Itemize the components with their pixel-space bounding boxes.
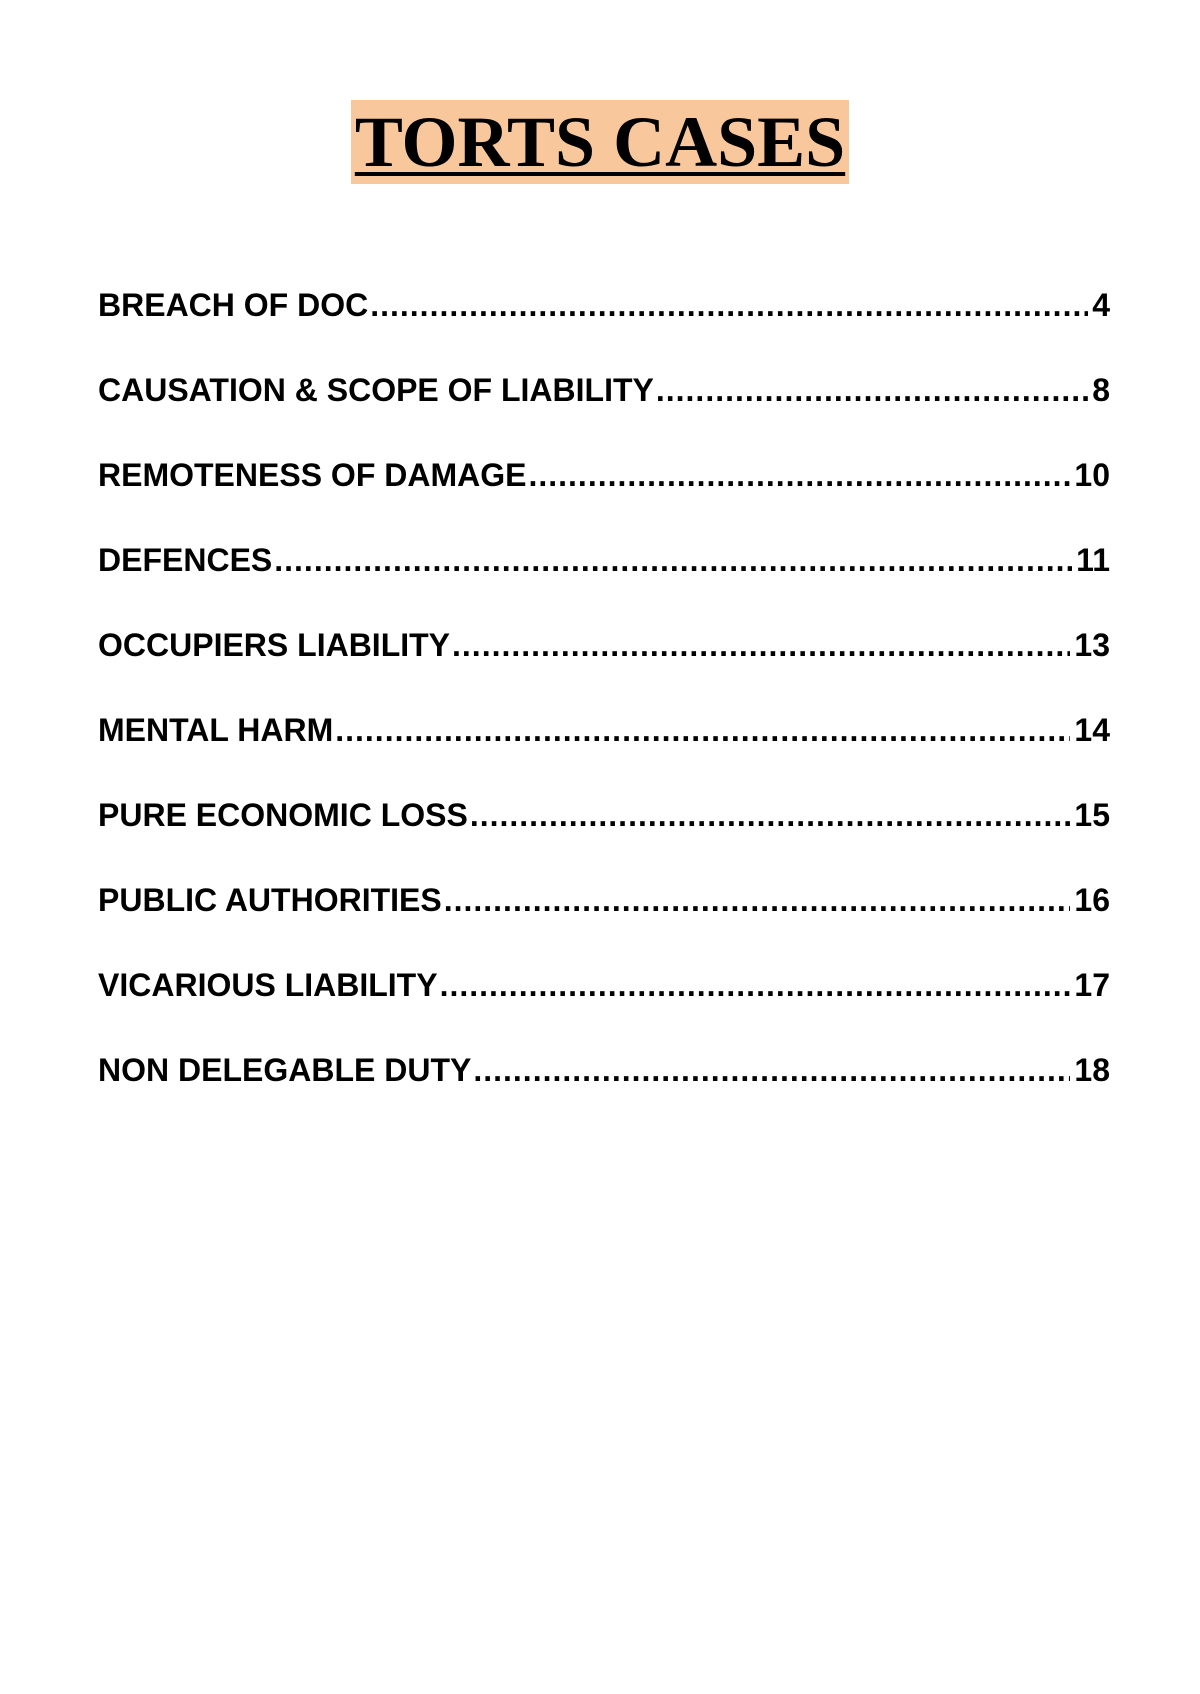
document-title: TORTS CASES xyxy=(351,100,849,184)
table-of-contents xyxy=(98,285,1110,1135)
toc-leader-dots xyxy=(470,795,1071,835)
toc-entry-label: PURE ECONOMIC LOSS xyxy=(98,797,468,833)
toc-leader-dots xyxy=(656,370,1088,410)
toc-entry-label: NON DELEGABLE DUTY xyxy=(98,1052,472,1088)
toc-entry-mental-harm[interactable] xyxy=(98,710,1110,795)
toc-entry-remoteness-of-damage[interactable] xyxy=(98,455,1110,540)
toc-entry-pure-economic-loss[interactable] xyxy=(98,795,1110,880)
toc-entry-label: OCCUPIERS LIABILITY xyxy=(98,627,451,663)
toc-entry-page-number: 11 xyxy=(1076,542,1110,578)
toc-entry-page-number: 14 xyxy=(1074,712,1110,748)
toc-entry-page-number: 4 xyxy=(1092,287,1110,323)
toc-leader-dots xyxy=(335,710,1070,750)
toc-entry-label: MENTAL HARM xyxy=(98,712,334,748)
title-container xyxy=(0,100,1200,184)
toc-leader-dots xyxy=(440,965,1071,1005)
toc-entry-public-authorities[interactable] xyxy=(98,880,1110,965)
toc-entry-vicarious-liability[interactable] xyxy=(98,965,1110,1050)
toc-entry-page-number: 17 xyxy=(1074,967,1110,1003)
toc-entry-label: DEFENCES xyxy=(98,542,273,578)
toc-entry-label: BREACH OF DOC xyxy=(98,287,369,323)
toc-entry-occupiers-liability[interactable] xyxy=(98,625,1110,710)
toc-entry-page-number: 10 xyxy=(1074,457,1110,493)
toc-entry-defences[interactable] xyxy=(98,540,1110,625)
toc-entry-page-number: 13 xyxy=(1074,627,1110,663)
toc-entry-label: PUBLIC AUTHORITIES xyxy=(98,882,442,918)
toc-entry-label: CAUSATION & SCOPE OF LIABILITY xyxy=(98,372,654,408)
toc-entry-page-number: 15 xyxy=(1074,797,1110,833)
toc-leader-dots xyxy=(473,1050,1070,1090)
toc-leader-dots xyxy=(444,880,1071,920)
toc-entry-non-delegable-duty[interactable] xyxy=(98,1050,1110,1135)
toc-entry-page-number: 18 xyxy=(1074,1052,1110,1088)
toc-leader-dots xyxy=(274,540,1072,580)
toc-leader-dots xyxy=(528,455,1070,495)
toc-entry-breach-of-doc[interactable] xyxy=(98,285,1110,370)
toc-leader-dots xyxy=(452,625,1070,665)
toc-entry-page-number: 8 xyxy=(1092,372,1110,408)
toc-entry-label: REMOTENESS OF DAMAGE xyxy=(98,457,527,493)
toc-entry-causation-scope-of-liability[interactable] xyxy=(98,370,1110,455)
toc-entry-label: VICARIOUS LIABILITY xyxy=(98,967,438,1003)
toc-entry-page-number: 16 xyxy=(1074,882,1110,918)
toc-leader-dots xyxy=(370,285,1088,325)
